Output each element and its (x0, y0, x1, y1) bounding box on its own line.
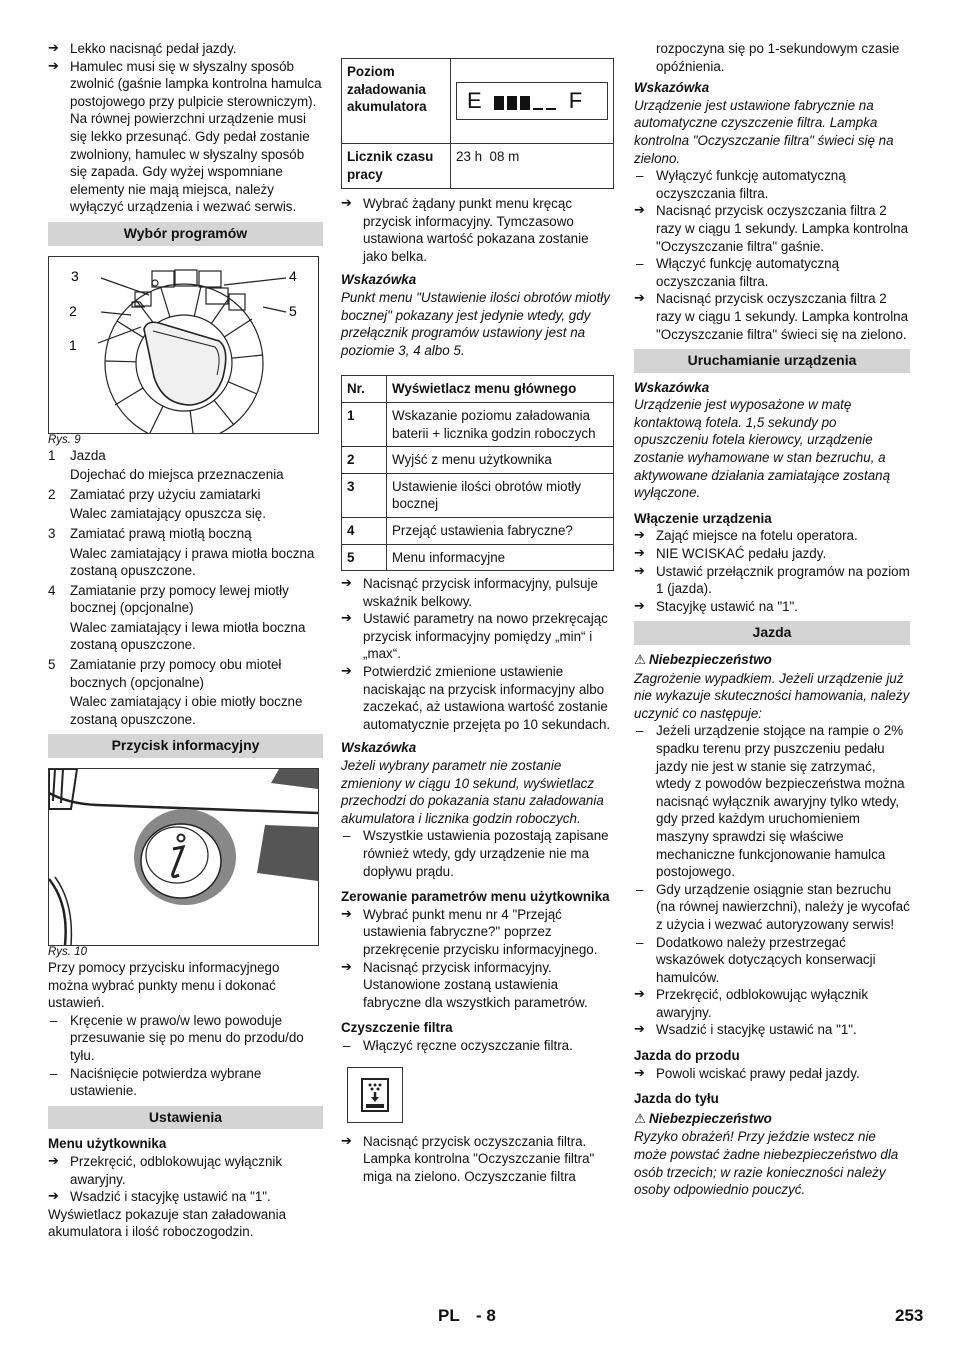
filter-list-item: – Wyłączyć funkcję automatyczną oczyszczania filtra. (634, 167, 910, 202)
column-1 (48, 40, 323, 1241)
menu-table-text: Ustawienie ilości obrotów miotły bocznej (387, 473, 614, 517)
menu-table-nr: 4 (342, 517, 387, 544)
battery-segment-filled (507, 96, 517, 110)
fig9-label-5: 5 (289, 302, 297, 319)
drive-list-item: ➔ Przekręcić, odblokowując wyłącznik awaryjny. (634, 986, 910, 1021)
battery-bar (494, 92, 559, 110)
danger1-text: Zagrożenie wypadkiem. Jeżeli urządzenie już nie wykazuje skuteczności hamowania, należy uczynić co następuje: (634, 670, 910, 721)
switch-on-step: ➔ Stacyjkę ustawić na "1". (634, 598, 910, 616)
menu-table-header-nr: Nr. (342, 376, 387, 403)
warning-icon: ⚠ (634, 1111, 647, 1127)
program-description: Walec zamiatający i lewa miotła boczna zostaną opuszczone. (70, 619, 306, 653)
fig9-label-2: 2 (69, 302, 77, 319)
battery-segment-filled (520, 96, 530, 110)
menu-table-nr: 5 (342, 544, 387, 571)
fig9-label-3: 3 (71, 267, 79, 284)
menu-table-row (342, 447, 614, 474)
reset-heading: Zerowanie parametrów menu użytkownika (341, 889, 610, 905)
battery-segment-empty (533, 108, 543, 110)
forward-heading: Jazda do przodu (634, 1048, 740, 1064)
menu-table-row (342, 517, 614, 544)
intro-step: ➔ Hamulec musi się w słyszalny sposób zwolnić (gaśnie lampka kontrolna hamulca postojowego przy pulpicie sterowniczym). Na równej powierzchni urządzenie musi się lekko przesunąć. Gdy pedał zostanie zwolniony, hamulec w słyszalny sposób się zapada. Gdy wyżej wspomniane elementy nie mają miejsca, należy wyłączyć urządzenia i wezwać serwis. (48, 58, 323, 216)
warning-icon: ⚠ (634, 653, 647, 668)
program-item (48, 447, 323, 484)
filter-list (634, 167, 910, 343)
drive-list (634, 722, 910, 1039)
display-table (341, 58, 614, 189)
menu-table-row (342, 402, 614, 446)
hour-counter-value: 23 h 08 m (451, 144, 614, 189)
intro-steps (48, 40, 323, 216)
battery-segment-empty (546, 108, 556, 110)
program-description: Walec zamiatający i obie miotły boczne zostaną opuszczone. (70, 694, 303, 727)
reverse-heading: Jazda do tyłu (634, 1091, 719, 1107)
menu-table-text: Przejąć ustawienia fabryczne? (387, 517, 614, 544)
figure-9-caption: Rys. 9 (48, 433, 81, 446)
section-settings: Ustawienia (48, 1106, 323, 1130)
menu-table-text: Wyjść z menu użytkownika (387, 447, 614, 474)
figure-10-info-button (48, 768, 319, 946)
program-description: Dojechać do miejsca przeznaczenia (70, 467, 284, 483)
hour-counter-label: Licznik czasu pracy (342, 144, 451, 189)
filter-cleaning-icon (347, 1067, 403, 1123)
settings-saved-dash: – Wszystkie ustawienia pozostają zapisane również wtedy, gdy urządzenie nie ma dopływu prądu. (341, 827, 614, 880)
battery-segment-filled (494, 96, 504, 110)
danger1-heading: Niebezpieczeństwo (649, 652, 772, 667)
program-title: Jazda (70, 447, 106, 463)
section-start-device: Uruchamianie urządzenia (634, 349, 910, 373)
note2-heading: Wskazówka (341, 740, 417, 756)
switch-on-heading: Włączenie urządzenia (634, 510, 772, 526)
filter-step: ➔ Nacisnąć przycisk oczyszczania filtra. Lampka kontrolna "Oczyszczanie filtra" miga na zielono. Oczyszczanie filtra (341, 1133, 614, 1186)
menu-table-nr: 2 (342, 447, 387, 474)
program-item (48, 486, 323, 523)
filter-list-item: ➔ Nacisnąć przycisk oczyszczania filtra 2 razy w ciągu 1 sekundy. Lampka kontrolna "Oczyszczanie filtra" gaśnie. (634, 202, 910, 255)
footer-local-page: - 8 (476, 1306, 496, 1325)
note1-text: Punkt menu "Ustawienie ilości obrotów miotły bocznej" pokazany jest jedynie wtedy, gdy przełącznik programów ustawiony jest na poziomie 3, 4 albo 5. (341, 289, 610, 358)
menu-user-step: ➔ Wsadzić i stacyjkę ustawić na "1". (48, 1188, 323, 1206)
program-number: 5 (48, 657, 56, 673)
section-driving: Jazda (634, 621, 910, 645)
filter-list-item: – Włączyć funkcję automatyczną oczyszczania filtra. (634, 255, 910, 290)
battery-level-label: Poziom załadowania akumulatora (342, 59, 451, 144)
note2-text: Jeżeli wybrany parametr nie zostanie zmieniony w ciągu 10 sekund, wyświetlacz przechodzi do pokazania stanu załadowania akumulatora i licznika godzin roboczych. (341, 758, 604, 826)
menu-table-nr: 1 (342, 402, 387, 446)
battery-e-label: E (467, 88, 482, 114)
switch-on-steps (634, 527, 910, 615)
battery-display (456, 82, 608, 120)
program-switch-drawing (49, 257, 318, 433)
program-description: Walec zamiatający i prawa miotła boczna zostaną opuszczone. (70, 545, 315, 579)
program-item (48, 582, 323, 654)
select-item-step: ➔ Wybrać żądany punkt menu kręcąc przycisk informacyjny. Tymczasowo ustawiona wartość pokazana zostanie jako belka. (341, 195, 614, 265)
switch-on-step: ➔ Ustawić przełącznik programów na poziom 1 (jazda). (634, 563, 910, 598)
column-2 (341, 58, 614, 1185)
note-text: Urządzenie jest ustawione fabrycznie na automatyczne czyszczenie filtra. Lampka kontrolna "Oczyszczanie filtra" świeci się na zielono. (634, 97, 894, 166)
parameter-step: ➔ Ustawić parametry na nowo przekręcając przycisk informacyjny pomiędzy „min“ i „max“. (341, 610, 614, 663)
filter-list-item: ➔ Nacisnąć przycisk oczyszczania filtra 2 razy w ciągu 1 sekundy. Lampka kontrolna "Oczyszczanie filtra" świeci się na zielono. (634, 290, 910, 343)
program-item (48, 656, 323, 728)
menu-user-step: ➔ Przekręcić, odblokowując wyłącznik awaryjny. (48, 1153, 323, 1188)
program-number: 2 (48, 486, 56, 502)
fig9-label-4: 4 (289, 267, 297, 284)
note2-heading: Wskazówka (634, 379, 710, 395)
info-dash-item: – Kręcenie w prawo/w lewo powoduje przesuwanie się po menu do przodu/do tyłu. (48, 1012, 323, 1065)
parameter-step: ➔ Nacisnąć przycisk informacyjny, pulsuje wskaźnik belkowy. (341, 575, 614, 610)
note1-heading: Wskazówka (341, 272, 417, 288)
menu-user-heading: Menu użytkownika (48, 1136, 167, 1152)
info-text: Przy pomocy przycisku informacyjnego można wybrać punkty menu i dokonać ustawień. (48, 960, 280, 1011)
danger2-text: Ryzyko obrażeń! Przy jeździe wstecz nie może powstać żadne niebezpieczeństwo dla osób trzecich; w razie konieczności należy osoby odpowiednio pouczyć. (634, 1129, 899, 1198)
filter-continued: rozpoczyna się po 1-sekundowym czasie opóźnienia. (656, 41, 900, 74)
figure-9-program-switch (48, 256, 319, 434)
drive-list-item: – Dodatkowo należy przestrzegać wskazówek dotyczących konserwacji hamulców. (634, 934, 910, 987)
program-number: 3 (48, 525, 56, 541)
program-number: 4 (48, 582, 56, 598)
note-heading: Wskazówka (634, 80, 710, 96)
menu-user-tail: Wyświetlacz pokazuje stan załadowania akumulatora i ilość roboczogodzin. (48, 1206, 287, 1240)
drive-list-item: ➔ Wsadzić i stacyjkę ustawić na "1". (634, 1021, 910, 1039)
menu-user-steps (48, 1153, 323, 1206)
battery-f-label: F (568, 88, 583, 114)
switch-on-step: ➔ NIE WCISKAĆ pedału jazdy. (634, 545, 910, 563)
parameter-steps (341, 575, 614, 733)
section-program-selection: Wybór programów (48, 222, 323, 246)
program-number: 1 (48, 447, 56, 463)
section-info-button: Przycisk informacyjny (48, 734, 323, 758)
figure-10-caption: Rys. 10 (48, 946, 87, 959)
fig9-label-1: 1 (69, 336, 77, 353)
drive-list-item: – Jeżeli urządzenie stojące na rampie o 2% spadku terenu przy puszczeniu pedału jazdy nie jest w stanie się zatrzymać, wtedy z powodów bezpieczeństwa można nacisnąć wyłącznik awaryjny tylko wtedy, gdy przed każdym uruchomieniem maszyny sprawdzi się właściwe mechaniczne funkcjonowanie hamulca postojowego. (634, 722, 910, 880)
forward-step: ➔ Powoli wciskać prawy pedał jazdy. (634, 1065, 910, 1083)
menu-table-row (342, 473, 614, 517)
menu-table (341, 375, 614, 571)
danger2-heading: Niebezpieczeństwo (649, 1110, 772, 1126)
note2-text: Urządzenie jest wyposażone w matę kontaktową fotela. 1,5 sekundy po opuszczeniu fotela kierowcy, urządzenie zostanie wyhamowane w stan bezruchu, a aktywowane działania zamiatające zostaną wyłączone. (634, 397, 891, 501)
program-item (48, 525, 323, 580)
footer-page-number: 253 (895, 1306, 924, 1325)
switch-on-step: ➔ Zająć miejsce na fotelu operatora. (634, 527, 910, 545)
reset-steps (341, 906, 614, 1012)
intro-step: ➔ Lekko nacisnąć pedał jazdy. (48, 40, 323, 58)
program-title: Zamiatanie przy pomocy obu mioteł bocznych (opcjonalne) (70, 657, 282, 690)
parameter-step: ➔ Potwierdzić zmienione ustawienie naciskając na przycisk informacyjny albo zaczekać, aż ustawiona wartość zostanie automatycznie przejęta po 10 sekundach. (341, 663, 614, 733)
info-dashes (48, 1012, 323, 1100)
program-title: Zamiatać przy użyciu zamiatarki (70, 486, 261, 502)
program-description: Walec zamiatający opuszcza się. (70, 506, 266, 522)
menu-table-nr: 3 (342, 473, 387, 517)
footer-language: PL (438, 1306, 460, 1325)
menu-table-text: Wskazanie poziomu załadowania baterii + licznika godzin roboczych (387, 402, 614, 446)
program-title: Zamiatać prawą miotłą boczną (70, 525, 252, 541)
program-list (48, 447, 323, 729)
drive-list-item: – Gdy urządzenie osiągnie stan bezruchu (na równej nawierzchni), należy je wycofać z użycia i wezwać autoryzowany serwis! (634, 881, 910, 934)
info-dash-item: – Naciśnięcie potwierdza wybrane ustawienie. (48, 1065, 323, 1100)
menu-table-text: Menu informacyjne (387, 544, 614, 571)
program-title: Zamiatanie przy pomocy lewej miotły bocznej (opcjonalne) (70, 582, 289, 616)
filter-dash: – Włączyć ręczne oczyszczanie filtra. (341, 1037, 614, 1055)
column-3 (634, 40, 910, 1199)
menu-table-header-display: Wyświetlacz menu głównego (387, 376, 614, 403)
menu-table-row (342, 544, 614, 571)
filter-heading: Czyszczenie filtra (341, 1020, 453, 1036)
reset-step: ➔ Nacisnąć przycisk informacyjny. Ustanowione zostaną ustawienia fabryczne dla wszystkich parametrów. (341, 959, 614, 1012)
info-button-drawing (49, 769, 318, 945)
reset-step: ➔ Wybrać punkt menu nr 4 "Przejąć ustawienia fabryczne?" poprzez przekręcenie przycisku informacyjnego. (341, 906, 614, 959)
